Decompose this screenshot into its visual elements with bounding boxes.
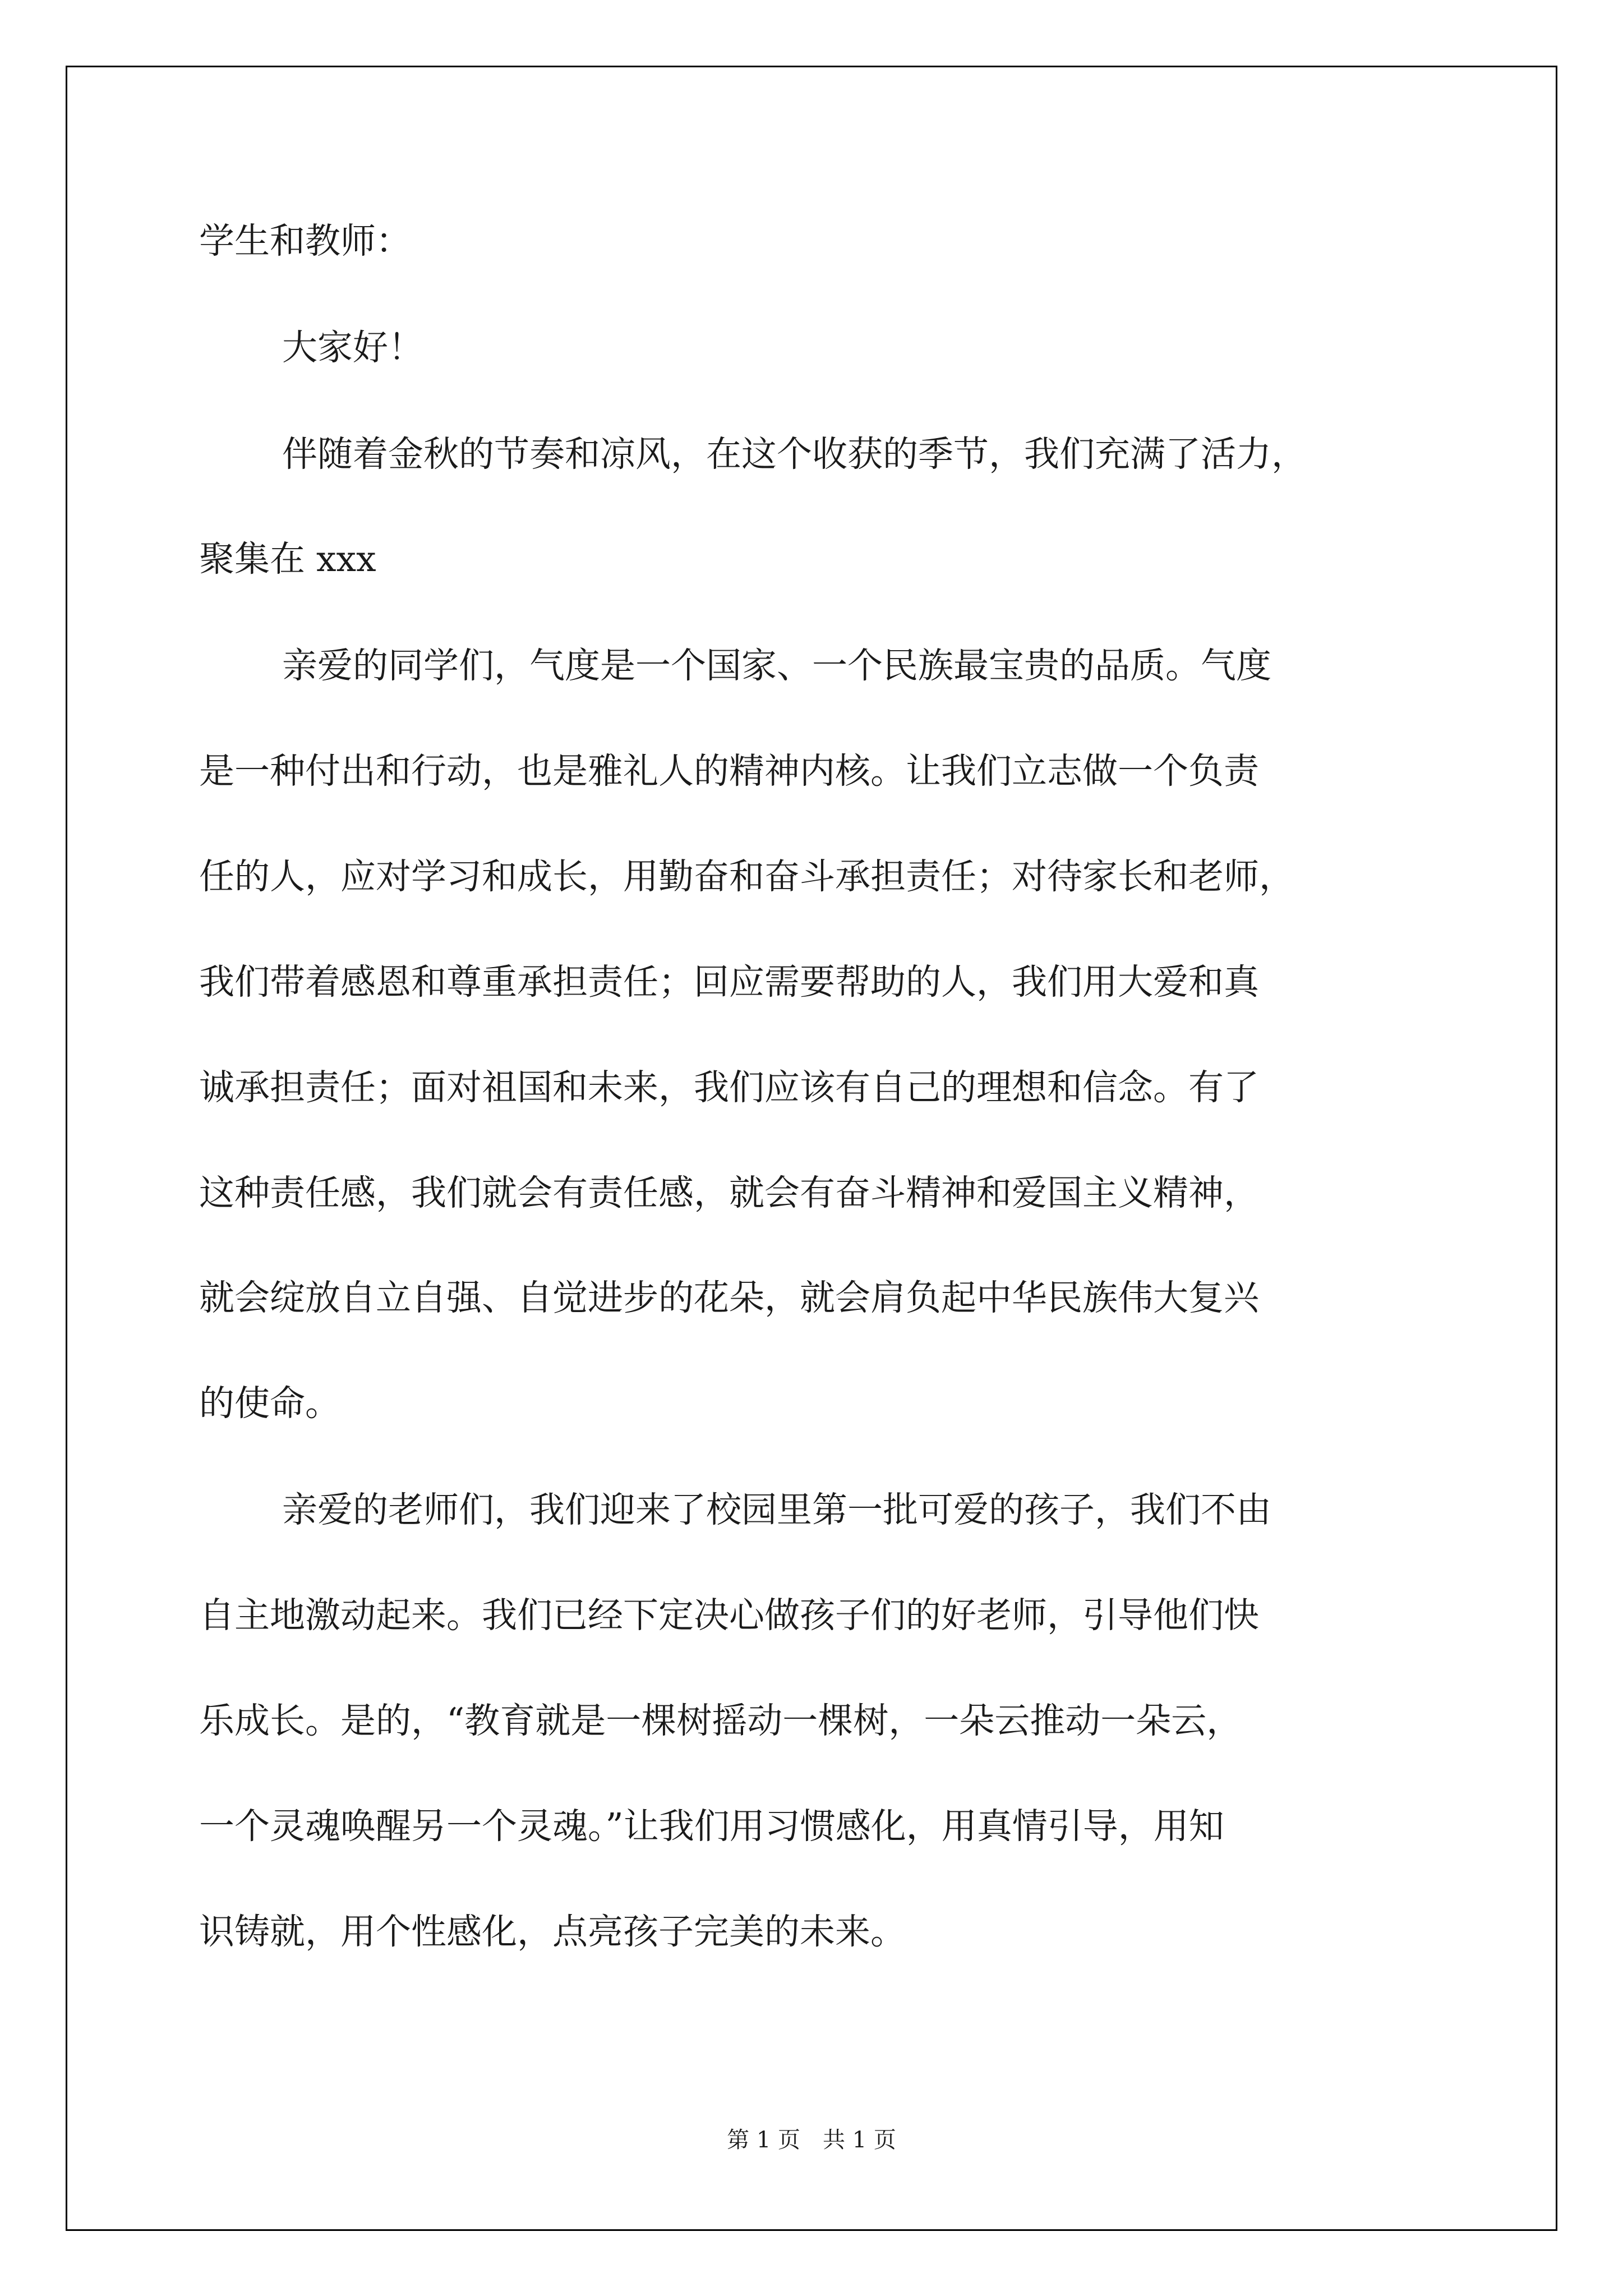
- paragraph-line: 任的人，应对学习和成长，用勤奋和奋斗承担责任；对待家长和老师，: [199, 856, 1294, 897]
- paragraph-line: 是一种付出和行动，也是雅礼人的精神内核。让我们立志做一个负责: [199, 751, 1259, 792]
- paragraph-line: 这种责任感，我们就会有责任感，就会有奋斗精神和爱国主义精神，: [199, 1172, 1259, 1213]
- paragraph-line: 诚承担责任；面对祖国和未来，我们应该有自己的理想和信念。有了: [199, 1067, 1259, 1108]
- paragraph-line: 伴随着金秋的节奏和凉风，在这个收获的季节，我们充满了活力，: [282, 434, 1307, 475]
- paragraph-line: 乐成长。是的，“教育就是一棵树摇动一棵树，一朵云推动一朵云，: [199, 1700, 1242, 1741]
- paragraph-line: 亲爱的老师们，我们迎来了校园里第一批可爱的孩子，我们不由: [282, 1489, 1271, 1530]
- paragraph-line: 自主地激动起来。我们已经下定决心做孩子们的好老师，引导他们快: [199, 1595, 1259, 1636]
- paragraph-line: 聚集在 xxx: [199, 539, 376, 579]
- salutation: 学生和教师：: [199, 220, 411, 261]
- greeting: 大家好！: [282, 327, 423, 368]
- paragraph-line: 的使命。: [199, 1383, 340, 1424]
- page-border: [66, 66, 1557, 2231]
- paragraph-line: 就会绽放自立自强、自觉进步的花朵，就会肩负起中华民族伟大复兴: [199, 1277, 1259, 1318]
- paragraph-line: 一个灵魂唤醒另一个灵魂。”让我们用习惯感化，用真情引导，用知: [199, 1806, 1224, 1847]
- page-footer: 第 1 页 共 1 页: [727, 2127, 896, 2153]
- paragraph-line: 我们带着感恩和尊重承担责任；回应需要帮助的人，我们用大爱和真: [199, 961, 1259, 1002]
- paragraph-line: 亲爱的同学们，气度是一个国家、一个民族最宝贵的品质。气度: [282, 645, 1271, 686]
- paragraph-line: 识铸就，用个性感化，点亮孩子完美的未来。: [199, 1911, 906, 1952]
